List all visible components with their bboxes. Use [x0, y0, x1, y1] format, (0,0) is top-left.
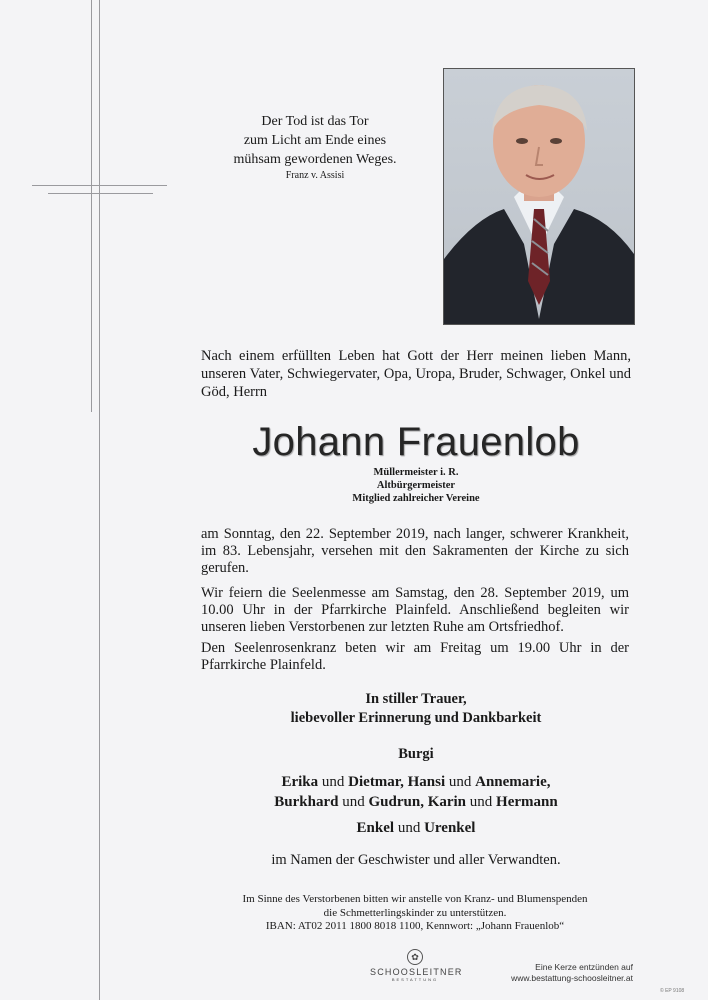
quote-line: zum Licht am Ende eines [243, 133, 387, 148]
quote-line: mühsam gewordenen Weges. [233, 152, 397, 167]
logo-name: SCHOOSLEITNER [370, 967, 463, 977]
print-code: © EP 9108 [660, 988, 685, 994]
cross-vertical-line-1 [91, 0, 92, 412]
family-line-1: Erika und Dietmar, Hansi und Annemarie, [281, 774, 551, 790]
spouse-name: Burgi [398, 746, 434, 762]
candle-note [493, 962, 633, 984]
portrait-image [444, 69, 634, 324]
quote-author: Franz v. Assisi [285, 170, 345, 181]
website-link[interactable]: www.bestattung-schoosleitner.at [511, 973, 633, 983]
title-line: Mitglied zahlreicher Vereine [352, 493, 480, 504]
donation-note [200, 893, 630, 934]
grandchildren-line: Enkel und Urenkel [356, 820, 476, 836]
title-line: Altbürgermeister [376, 480, 456, 491]
funeral-home-logo [370, 949, 463, 982]
logo-sub: BESTATTUNG [391, 977, 439, 982]
deceased-name: Johann Frauenlob [252, 420, 580, 464]
death-paragraph: am Sonntag, den 22. September 2019, nach langer, schwerer Krankheit, im 83. Lebensjahr, versehen mit den Sakramenten der Kirche zu sich gerufen. [201, 526, 629, 576]
donation-line: die Schmetterlingskinder zu unterstützen. [323, 906, 507, 919]
title-line: Müllermeister i. R. [373, 467, 459, 478]
intro-text: Nach einem erfüllten Leben hat Gott der Herr meinen lieben Mann, unseren Vater, Schwiegervater, Opa, Uropa, Bruder, Schwager, Onkel und Göd, Herrn [201, 348, 631, 400]
cross-vertical-line-2 [99, 0, 100, 1000]
rosary-paragraph: Den Seelenrosenkranz beten wir am Freitag um 19.00 Uhr in der Pfarrkirche Plainfeld. [201, 640, 629, 673]
mourning-phrase [201, 690, 631, 728]
funeral-mass-paragraph: Wir feiern die Seelenmesse am Samstag, den 28. September 2019, um 10.00 Uhr in der Pfarrkirche Plainfeld. Anschließend begleiten wir unseren lieben Verstorbenen zur letzten Ruhe am Ortsfriedhof. [201, 585, 629, 635]
candle-text: Eine Kerze entzünden auf [535, 962, 633, 972]
family-line-2: Burkhard und Gudrun, Karin und Hermann [274, 794, 558, 810]
deceased-titles [201, 466, 631, 505]
quote [200, 112, 430, 182]
donation-line: Im Sinne des Verstorbenen bitten wir anstelle von Kranz- und Blumenspenden [242, 893, 588, 905]
rose-icon: ✿ [407, 949, 423, 965]
cross-horizontal-line-2 [48, 193, 153, 194]
quote-line: Der Tod ist das Tor [261, 114, 369, 129]
cross-horizontal-line-1 [32, 185, 167, 186]
mourning-line: In stiller Trauer, [365, 691, 467, 707]
portrait-photo [443, 68, 635, 325]
family-names [201, 772, 631, 812]
mourning-line: liebevoller Erinnerung und Dankbarkeit [290, 710, 542, 726]
donation-iban: IBAN: AT02 2011 1800 8018 1100, Kennwort: „Johann Frauenlob“ [265, 920, 565, 932]
closing-line: im Namen der Geschwister und aller Verwandten. [271, 852, 561, 868]
